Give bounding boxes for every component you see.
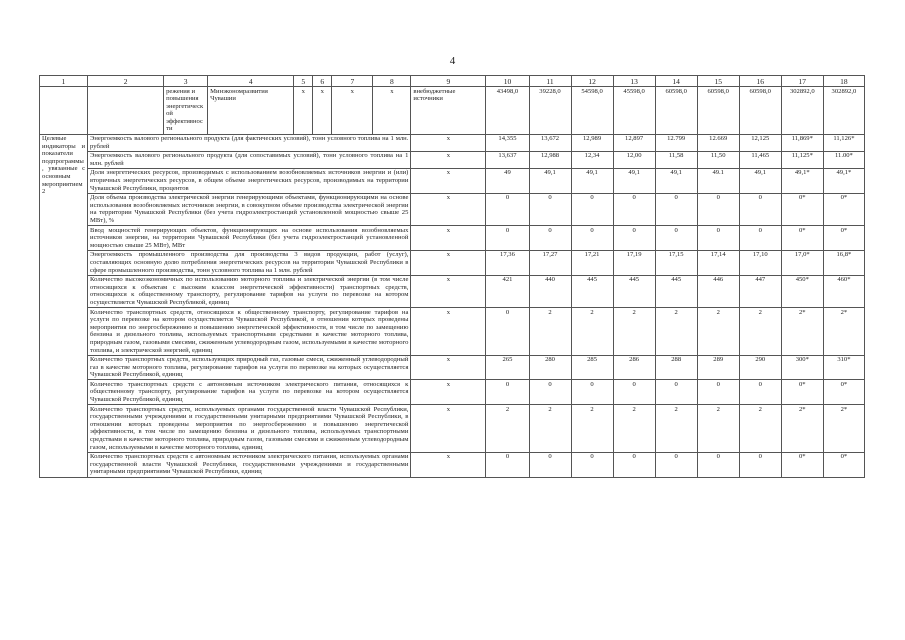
indicator-value: 2 [529, 405, 571, 453]
indicator-value: 2 [613, 308, 655, 356]
indicator-value: 17,14 [697, 250, 739, 275]
indicator-value: 440 [529, 275, 571, 307]
indicator-code: x [411, 275, 486, 307]
indicator-value: 0 [739, 193, 781, 225]
indicator-value: 11.00* [823, 151, 864, 168]
indicator-value: 286 [613, 355, 655, 380]
column-number: 8 [373, 76, 411, 87]
indicator-row [40, 355, 865, 380]
indicator-code: x [411, 151, 486, 168]
column-number: 14 [655, 76, 697, 87]
indicator-value: 12,897 [613, 134, 655, 151]
indicator-value: 0 [613, 452, 655, 477]
indicator-value: 0 [571, 380, 613, 405]
value-cell: 302892,0 [823, 87, 864, 135]
indicator-value: 0 [486, 193, 529, 225]
indicator-value: 0 [739, 452, 781, 477]
column-number: 11 [529, 76, 571, 87]
column-number-row [40, 76, 865, 87]
indicator-row [40, 193, 865, 225]
indicator-value: 0* [823, 226, 864, 251]
indicator-code: x [411, 355, 486, 380]
indicator-value: 0 [655, 380, 697, 405]
indicator-value: 0 [571, 193, 613, 225]
indicator-value: 2* [823, 308, 864, 356]
indicator-value: 0* [781, 193, 823, 225]
indicator-value: 49,1 [739, 168, 781, 193]
indicator-value: 0 [529, 193, 571, 225]
indicator-value: 285 [571, 355, 613, 380]
indicator-value: 0 [697, 193, 739, 225]
indicator-value: 288 [655, 355, 697, 380]
indicator-value: 17,0* [781, 250, 823, 275]
column-number: 9 [411, 76, 486, 87]
column-number: 5 [294, 76, 313, 87]
indicator-value: 2 [613, 405, 655, 453]
indicator-value: 0* [781, 226, 823, 251]
indicator-text: Количество транспортных средств, использующих природный газ, газовые смеси, сжиженный углеводородный газ в качестве моторного топлива, регулирование тарифов на услуги по перевозке на которых осуществляется Чувашской Республикой, единиц [88, 355, 411, 380]
indicator-value: 12,34 [571, 151, 613, 168]
indicator-value: 17,19 [613, 250, 655, 275]
indicator-value: 0 [739, 380, 781, 405]
indicator-value: 0* [781, 380, 823, 405]
value-cell: 54598,0 [571, 87, 613, 135]
indicator-value: 0 [571, 452, 613, 477]
indicator-value: 0* [823, 452, 864, 477]
indicator-value: 13,637 [486, 151, 529, 168]
indicator-value: 0 [486, 308, 529, 356]
code-cell: x [332, 87, 373, 135]
indicator-value: 445 [571, 275, 613, 307]
indicator-value: 17,27 [529, 250, 571, 275]
indicator-value: 12.669 [697, 134, 739, 151]
indicator-value: 300* [781, 355, 823, 380]
indicator-value: 421 [486, 275, 529, 307]
column-number: 16 [739, 76, 781, 87]
indicator-value: 0 [697, 452, 739, 477]
column-number: 7 [332, 76, 373, 87]
indicator-code: x [411, 308, 486, 356]
indicator-value: 0 [697, 226, 739, 251]
column-number: 10 [486, 76, 529, 87]
indicator-row [40, 308, 865, 356]
indicator-text: Доля объема производства электрической энергии генерирующими объектами, функционирующими на основе использования возобновляемых источников энергии, в совокупном объеме производства электрической энергии на территории Чувашской Республики (без учета гидроэлектростанций установленной мощностью свыше 25 МВт), % [88, 193, 411, 225]
indicator-text: Количество транспортных средств, относящихся к общественному транспорту, регулирование тарифов на услуги по перевозке на котором осуществляется Чувашской Республикой, в отношении которых проведены мероприятия по энергосбережению и повышению энергетической эффективности, в том числе по замещению бензина и дизельного топлива, используемых транспортными средствами в качестве моторного топлива, природным газом, газовыми смесями, сжиженным углеводородным газом, используемыми в качестве моторного топлива, и электрической энергией, единиц [88, 308, 411, 356]
executor-text: Минэкономразвития Чувашии [208, 87, 294, 135]
indicator-text: Количество транспортных средств с автономным источником электрического питания, относящихся к общественному транспорту, регулирование тарифов на услуги по перевозке на котором осуществляется Чувашской Республикой, единиц [88, 380, 411, 405]
indicator-value: 280 [529, 355, 571, 380]
indicator-value: 0 [529, 452, 571, 477]
indicator-value: 0 [486, 226, 529, 251]
value-cell: 39228,0 [529, 87, 571, 135]
indicator-value: 0 [613, 193, 655, 225]
indicator-row [40, 226, 865, 251]
code-cell: x [373, 87, 411, 135]
indicator-text: Энергоемкость промышленного производства для производства 3 видов продукции, работ (услуг), составляющих основную долю потребления энергетических ресурсов на территории Чувашской Республики в сфере промышленного производства, тонн условного топлива на 1 млн. рублей [88, 250, 411, 275]
indicator-value: 2 [697, 308, 739, 356]
indicator-text: Ввод мощностей генерирующих объектов, функционирующих на основе использования возобновляемых источников энергии, на территории Чувашской Республики (без учета гидроэлектростанций установленной мощностью свыше 25 МВт), МВт [88, 226, 411, 251]
indicator-row [40, 275, 865, 307]
indicator-code: x [411, 193, 486, 225]
indicator-value: 12,125 [739, 134, 781, 151]
page-number: 4 [449, 55, 456, 67]
indicator-value: 12,00 [613, 151, 655, 168]
group-label: Целевые индикаторы и показатели подпрограммы, увязанные с основным мероприятием 2 [40, 134, 88, 477]
indicator-value: 0 [613, 226, 655, 251]
indicator-value: 289 [697, 355, 739, 380]
indicator-value: 11,465 [739, 151, 781, 168]
indicator-value: 49,1 [571, 168, 613, 193]
indicator-value: 0 [697, 380, 739, 405]
column-number: 13 [613, 76, 655, 87]
indicator-value: 11,58 [655, 151, 697, 168]
indicator-value: 49,1 [655, 168, 697, 193]
indicator-value: 0 [571, 226, 613, 251]
indicator-value: 49,1 [529, 168, 571, 193]
indicator-value: 49.1 [697, 168, 739, 193]
value-cell: 302892,0 [781, 87, 823, 135]
indicator-value: 11,869* [781, 134, 823, 151]
indicator-value: 12.799 [655, 134, 697, 151]
indicator-value: 0 [486, 380, 529, 405]
indicator-value: 49,1* [781, 168, 823, 193]
indicator-value: 0* [781, 452, 823, 477]
indicator-row [40, 168, 865, 193]
indicator-value: 12,988 [529, 151, 571, 168]
indicator-value: 17,21 [571, 250, 613, 275]
indicator-value: 0 [739, 226, 781, 251]
indicator-code: x [411, 168, 486, 193]
column-number: 15 [697, 76, 739, 87]
funding-row [40, 87, 865, 135]
indicator-value: 2 [529, 308, 571, 356]
indicator-text: Доля энергетических ресурсов, производимых с использованием возобновляемых источников энергии и (или) вторичных энергетических ресурсов, в общем объеме энергетических ресурсов, производимых на территории Чувашской Республики, процентов [88, 168, 411, 193]
indicator-value: 445 [613, 275, 655, 307]
indicator-row [40, 405, 865, 453]
indicator-value: 446 [697, 275, 739, 307]
indicator-text: Энергоемкость валового регионального продукта (для сопоставимых условий), тонн условного топлива на 1 млн. рублей [88, 151, 411, 168]
column-number: 2 [88, 76, 164, 87]
value-cell: 60598,0 [655, 87, 697, 135]
indicator-value: 2* [781, 405, 823, 453]
column-number: 3 [164, 76, 208, 87]
column-number: 4 [208, 76, 294, 87]
measure-text: режения и повышения энергетической эффективности [164, 87, 208, 135]
indicator-value: 0 [655, 226, 697, 251]
indicator-value: 13,672 [529, 134, 571, 151]
empty-cell [40, 87, 88, 135]
column-number: 6 [313, 76, 332, 87]
indicator-text: Количество транспортных средств, используемых органами государственной власти Чувашской Республики, государственными учреждениями и государственными унитарными предприятиями Чувашской Республики, в отношении которых проведены мероприятия по энергосбережению и повышению энергетической эффективности, в том числе по замещению бензина и дизельного топлива, используемых транспортными средствами в качестве моторного топлива, природным газом, газовыми смесями и сжиженным углеводородным газом, используемыми в качестве моторного топлива, единиц [88, 405, 411, 453]
indicator-value: 16,8* [823, 250, 864, 275]
indicator-value: 0 [529, 380, 571, 405]
column-number: 1 [40, 76, 88, 87]
code-cell: x [294, 87, 313, 135]
indicator-value: 11,126* [823, 134, 864, 151]
indicator-value: 445 [655, 275, 697, 307]
indicator-row [40, 452, 865, 477]
indicator-value: 0 [655, 193, 697, 225]
indicator-row [40, 151, 865, 168]
column-number: 12 [571, 76, 613, 87]
value-cell: 60598,0 [697, 87, 739, 135]
indicator-value: 0 [529, 226, 571, 251]
code-cell: x [313, 87, 332, 135]
indicator-text: Энергоемкость валового регионального продукта (для фактических условий), тонн условного топлива на 1 млн. рублей [88, 134, 411, 151]
indicator-code: x [411, 452, 486, 477]
indicator-value: 2 [571, 308, 613, 356]
indicator-code: x [411, 380, 486, 405]
indicator-value: 2 [697, 405, 739, 453]
indicator-value: 49,1* [823, 168, 864, 193]
indicator-text: Количество высокоэкономичных по использованию моторного топлива и электрической энергии (в том числе относящихся к объектам с высоким классом энергетической эффективности) транспортных средств, относящихся к общественному транспорту, регулирование тарифов на услуги по перевозке на котором осуществляется Чувашской Республикой, единиц [88, 275, 411, 307]
indicator-value: 2 [655, 405, 697, 453]
indicator-value: 49,1 [613, 168, 655, 193]
indicator-value: 2* [781, 308, 823, 356]
indicator-value: 17,15 [655, 250, 697, 275]
indicator-value: 310* [823, 355, 864, 380]
indicator-value: 49 [486, 168, 529, 193]
value-cell: 43498,0 [486, 87, 529, 135]
column-number: 18 [823, 76, 864, 87]
indicator-value: 0 [655, 452, 697, 477]
indicator-code: x [411, 134, 486, 151]
indicator-value: 2 [486, 405, 529, 453]
value-cell: 60598,0 [739, 87, 781, 135]
indicator-value: 12,989 [571, 134, 613, 151]
indicator-row [40, 250, 865, 275]
empty-cell [88, 87, 164, 135]
indicator-value: 11,125* [781, 151, 823, 168]
funding-source: внебюджетные источники [411, 87, 486, 135]
indicator-row [40, 134, 865, 151]
indicator-row [40, 380, 865, 405]
indicator-value: 265 [486, 355, 529, 380]
indicator-value: 447 [739, 275, 781, 307]
indicator-value: 2 [739, 308, 781, 356]
indicator-value: 0 [486, 452, 529, 477]
column-number: 17 [781, 76, 823, 87]
indicators-table [39, 75, 865, 478]
indicator-text: Количество транспортных средств с автономным источником электрического питания, используемых органами государственной власти Чувашской Республики, государственными учреждениями и государственными унитарными предприятиями Чувашской Республики, единиц [88, 452, 411, 477]
indicator-value: 0* [823, 193, 864, 225]
indicator-value: 17,10 [739, 250, 781, 275]
indicator-value: 0 [613, 380, 655, 405]
indicator-value: 14,355 [486, 134, 529, 151]
indicator-value: 460* [823, 275, 864, 307]
indicator-value: 17,36 [486, 250, 529, 275]
indicator-value: 2* [823, 405, 864, 453]
indicator-value: 0* [823, 380, 864, 405]
indicator-value: 2 [571, 405, 613, 453]
value-cell: 45598,0 [613, 87, 655, 135]
indicator-code: x [411, 250, 486, 275]
indicator-value: 2 [655, 308, 697, 356]
indicator-code: x [411, 226, 486, 251]
indicator-value: 450* [781, 275, 823, 307]
indicator-value: 2 [739, 405, 781, 453]
indicator-code: x [411, 405, 486, 453]
indicator-value: 290 [739, 355, 781, 380]
indicator-value: 11,50 [697, 151, 739, 168]
